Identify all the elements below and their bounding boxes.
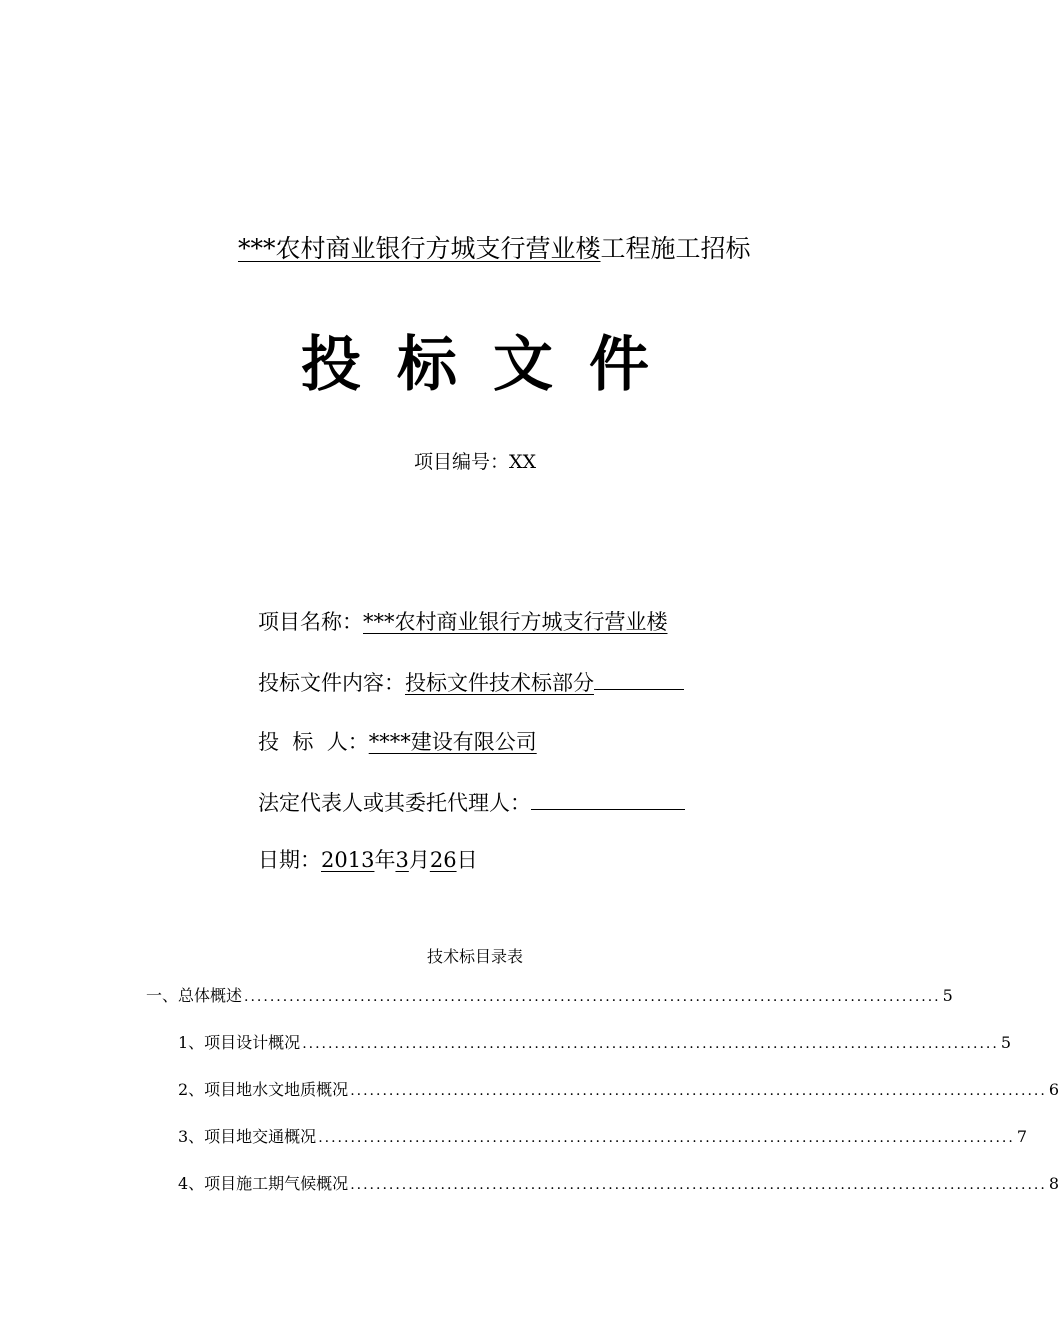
bidder-line [258, 727, 537, 757]
toc-entry-label: 一、总体概述 [146, 986, 243, 1005]
date-year: 2013 [321, 848, 375, 872]
date-day-unit: 日 [456, 848, 478, 872]
toc-leader-dots: ............................................................................................................ [244, 989, 941, 1005]
toc-entry-label: 3、项目地交通概况 [178, 1127, 317, 1146]
tender-title-project: ***农村商业银行方城支行营业楼 [238, 234, 601, 263]
toc-entry-page: 8 [1048, 1174, 1059, 1193]
toc-entry-page: 7 [1016, 1127, 1027, 1146]
bidder-value: ****建设有限公司 [368, 730, 537, 754]
bidder-label: 投 标 人： [258, 730, 369, 754]
toc-entry-label: 1、项目设计概况 [178, 1033, 301, 1052]
toc-leader-dots: ............................................................................................................ [350, 1083, 1047, 1099]
project-name-value: ***农村商业银行方城支行营业楼 [363, 610, 668, 634]
project-number: 项目编号：XX [413, 451, 537, 473]
toc-leader-dots: ............................................................................................................ [350, 1177, 1047, 1193]
document-main-title: 投标文件 [301, 330, 685, 400]
toc-leader-dots: ............................................................................................................ [318, 1130, 1015, 1146]
date-month: 3 [395, 848, 409, 872]
toc-entry[interactable] [178, 1030, 1011, 1056]
project-name-label: 项目名称： [258, 610, 363, 634]
legal-rep-blank-line [531, 787, 685, 810]
date-month-unit: 月 [408, 848, 430, 872]
tender-title [238, 232, 751, 266]
tender-title-suffix: 工程施工招标 [600, 234, 751, 263]
toc-entry-page: 5 [942, 986, 953, 1005]
legal-rep-line [258, 787, 685, 818]
toc-entry-label: 4、项目施工期气候概况 [178, 1174, 349, 1193]
content-label: 投标文件内容： [258, 671, 405, 695]
toc-entry-label: 2、项目地水文地质概况 [178, 1080, 349, 1099]
legal-rep-label: 法定代表人或其委托代理人： [258, 791, 531, 815]
toc-heading: 技术标目录表 [426, 947, 523, 966]
content-value: 投标文件技术标部分 [405, 671, 594, 695]
project-name-line [258, 607, 668, 637]
toc-entry[interactable] [178, 1171, 1059, 1197]
date-line [258, 845, 478, 875]
toc-leader-dots: ............................................................................................................ [302, 1036, 999, 1052]
toc-entry[interactable] [178, 1124, 1027, 1150]
date-year-unit: 年 [374, 848, 396, 872]
toc-entry[interactable] [178, 1077, 1059, 1103]
toc-entry[interactable] [146, 983, 953, 1009]
content-line [258, 667, 684, 698]
toc-entry-page: 5 [1000, 1033, 1011, 1052]
content-blank-line [594, 667, 684, 690]
date-label: 日期： [258, 848, 321, 872]
date-day: 26 [429, 848, 457, 872]
toc-entry-page: 6 [1048, 1080, 1059, 1099]
